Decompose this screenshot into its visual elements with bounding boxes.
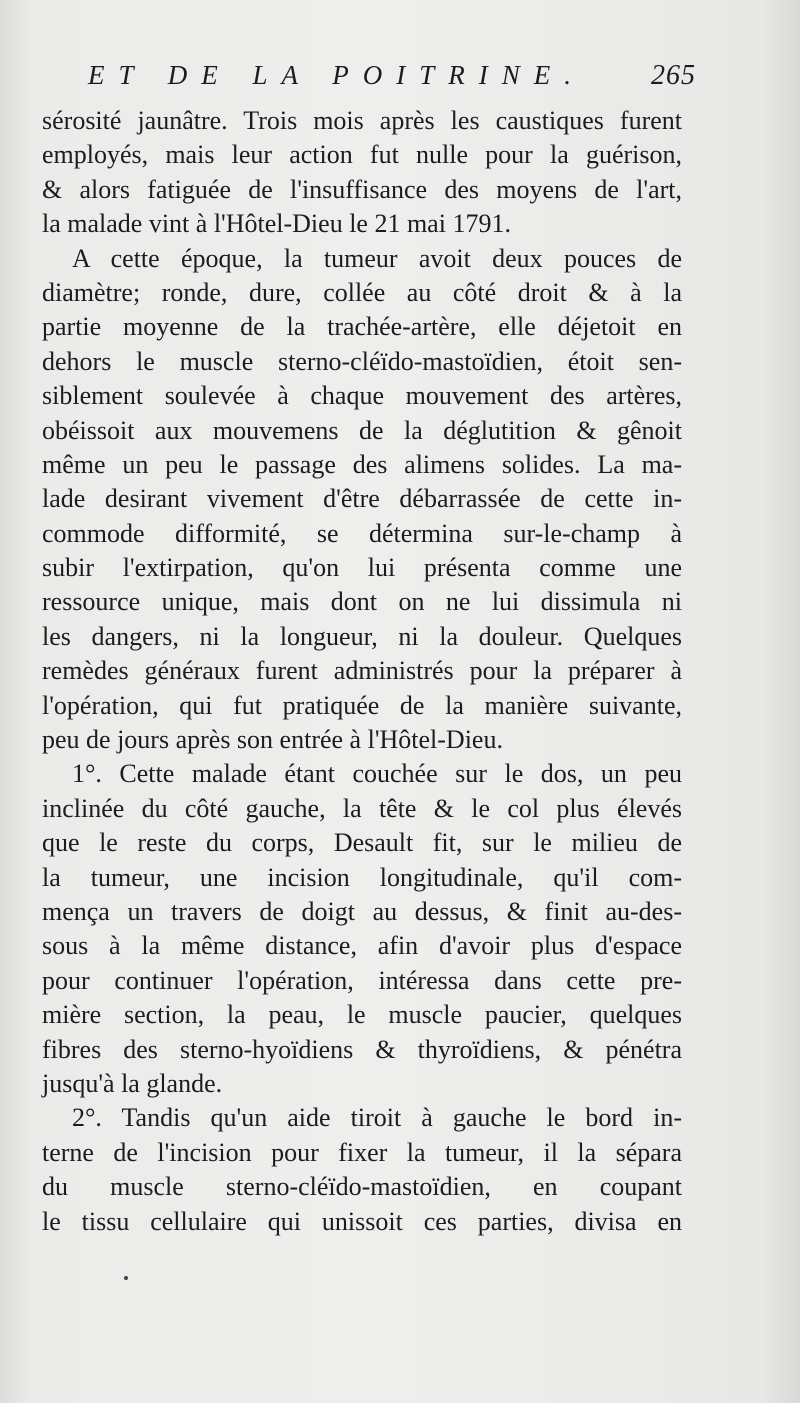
text-line: l'opération, qui fut pratiquée de la manière suivante, — [42, 690, 682, 720]
text-line: diamètre; ronde, dure, collée au côté droit & à la — [42, 277, 682, 307]
running-title: ET DE LA POITRINE. — [88, 60, 586, 90]
text-line: & alors fatiguée de l'insuffisance des moyens de l'art, — [42, 174, 682, 204]
text-line: sous à la même distance, afin d'avoir plus d'espace — [42, 931, 682, 961]
text-line: la malade vint à l'Hôtel-Dieu le 21 mai 1791. — [42, 209, 511, 239]
text-line: remèdes généraux furent administrés pour la préparer à — [42, 656, 682, 686]
text-line: la tumeur, une incision longitudinale, qu'il com- — [42, 862, 682, 892]
page-number: 265 — [651, 60, 696, 91]
text-line: mière section, la peau, le muscle paucier, quelques — [42, 1000, 682, 1030]
text-line: peu de jours après son entrée à l'Hôtel-Dieu. — [42, 725, 503, 755]
text-line: 2°. Tandis qu'un aide tiroit à gauche le bord in- — [72, 1103, 682, 1133]
text-line: commode difformité, se détermina sur-le-champ à — [42, 518, 682, 548]
page-header — [88, 60, 696, 96]
text-line: du muscle sterno-cléïdo-mastoïdien, en coupant — [42, 1172, 682, 1202]
text-line: employés, mais leur action fut nulle pour la guérison, — [42, 140, 682, 170]
text-line: partie moyenne de la trachée-artère, elle déjetoit en — [42, 312, 682, 342]
text-line: lade desirant vivement d'être débarrassée de cette in- — [42, 484, 682, 514]
text-line: obéissoit aux mouvemens de la déglutition & gênoit — [42, 415, 682, 445]
text-line: pour continuer l'opération, intéressa dans cette pre- — [42, 965, 682, 995]
text-line: sérosité jaunâtre. Trois mois après les caustiques furent — [42, 106, 682, 135]
body-text — [42, 104, 682, 1239]
text-line: terne de l'incision pour fixer la tumeur, il la sépara — [42, 1137, 682, 1167]
ink-speck — [124, 1276, 128, 1280]
text-line: dehors le muscle sterno-cléïdo-mastoïdien, étoit sen- — [42, 346, 682, 376]
text-line: siblement soulevée à chaque mouvement des artères, — [42, 381, 682, 411]
text-line: fibres des sterno-hyoïdiens & thyroïdiens, & pénétra — [42, 1034, 682, 1064]
text-line: mença un travers de doigt au dessus, & finit au-des- — [42, 896, 682, 926]
text-line: 1°. Cette malade étant couchée sur le dos, un peu — [72, 759, 682, 789]
text-line: le tissu cellulaire qui unissoit ces parties, divisa en — [42, 1206, 682, 1236]
text-line: même un peu le passage des alimens solides. La ma- — [42, 449, 682, 479]
text-line: A cette époque, la tumeur avoit deux pouces de — [72, 243, 682, 273]
text-line: les dangers, ni la longueur, ni la douleur. Quelques — [42, 621, 682, 651]
text-line: inclinée du côté gauche, la tête & le col plus élevés — [42, 793, 682, 823]
text-line: que le reste du corps, Desault fit, sur le milieu de — [42, 828, 682, 858]
text-line: subir l'extirpation, qu'on lui présenta comme une — [42, 553, 682, 583]
text-line: jusqu'à la glande. — [42, 1068, 223, 1098]
text-line: ressource unique, mais dont on ne lui dissimula ni — [42, 587, 682, 617]
